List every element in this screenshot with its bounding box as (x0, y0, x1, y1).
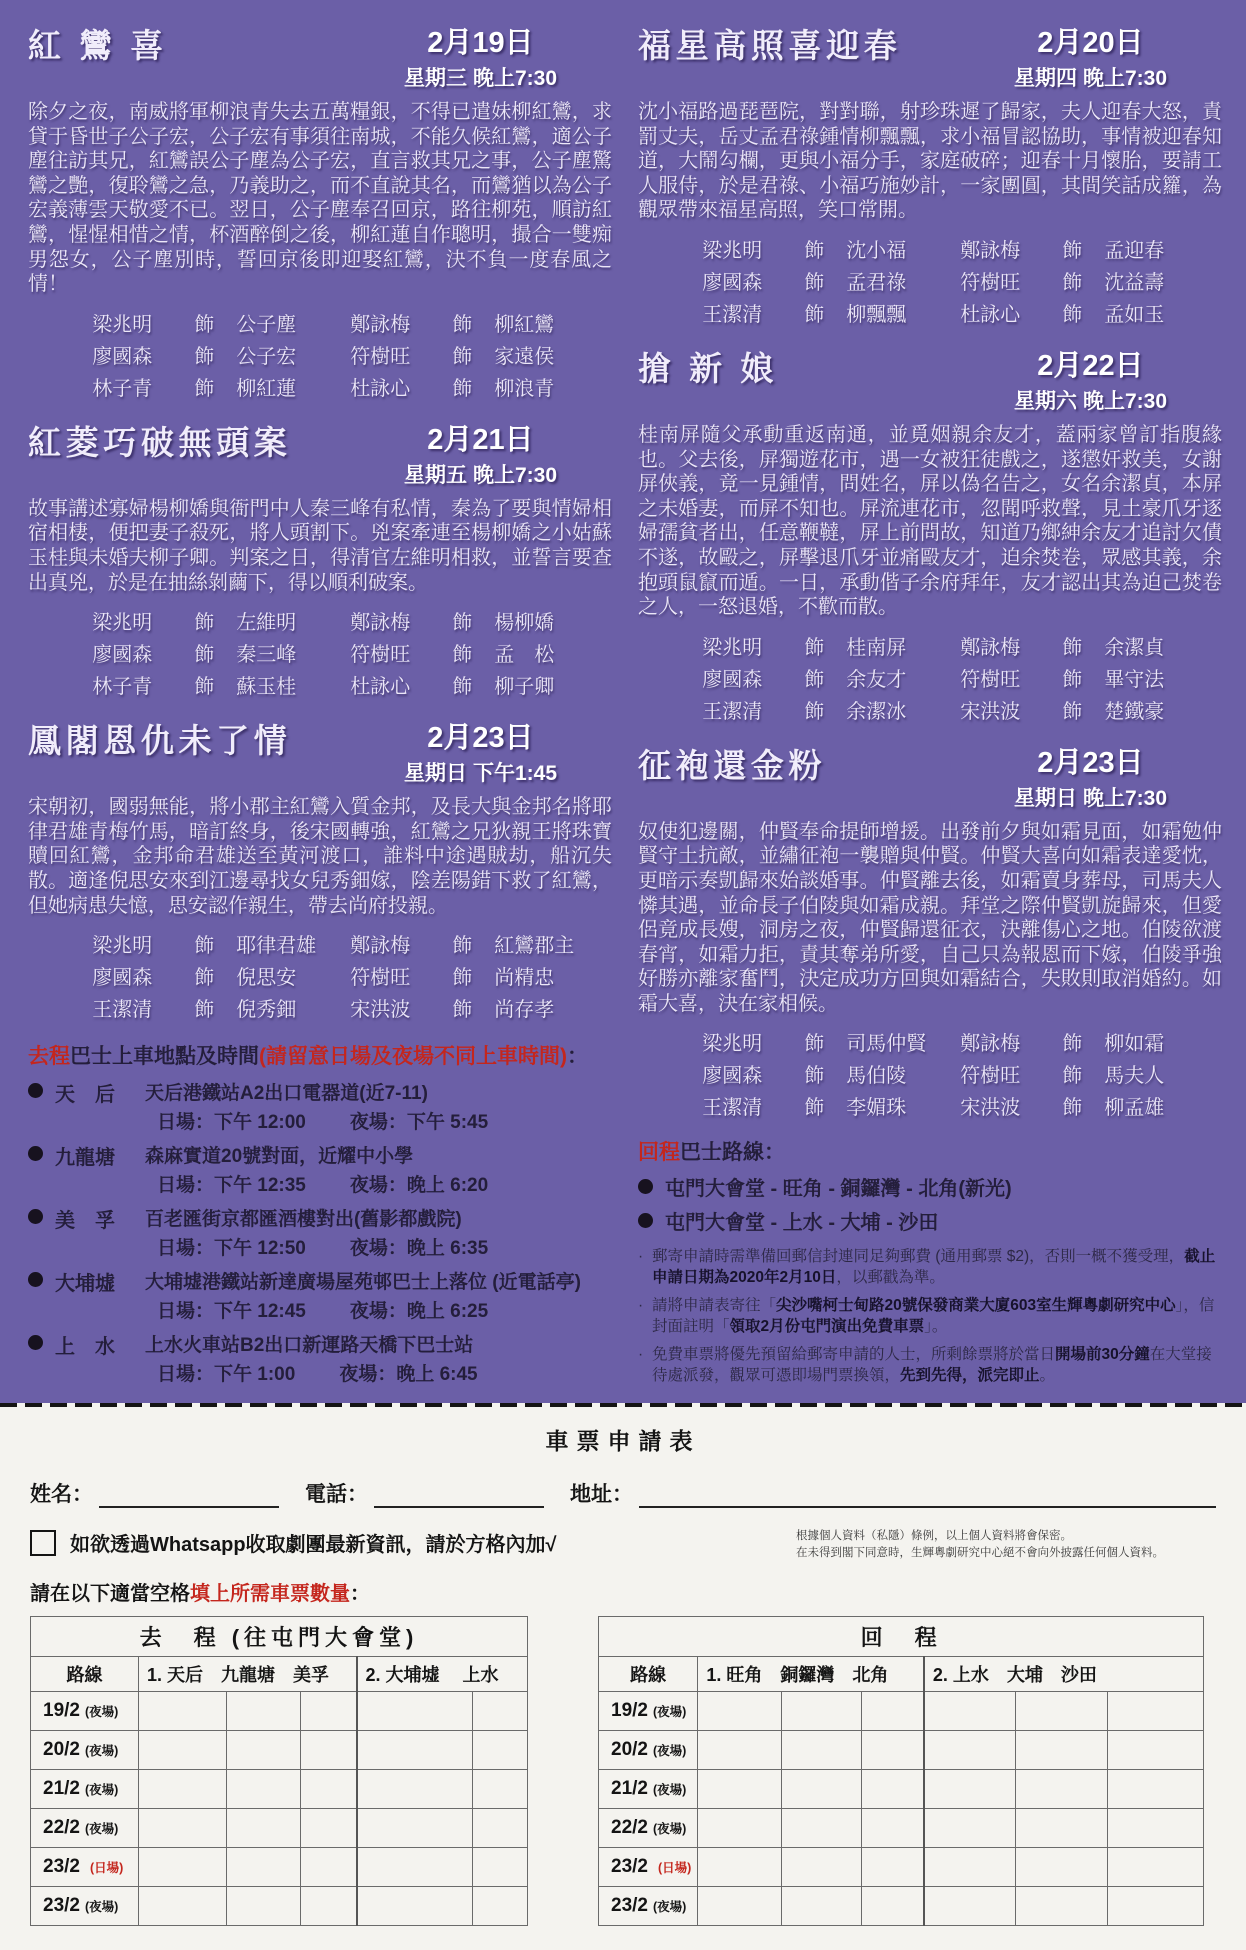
cast-entry: 鄭詠梅 飾 紅鸞郡主 (350, 933, 575, 958)
note-item: · 免費車票將優先預留給郵寄申請的人士，所剩餘票將於當日開場前30分鐘在大堂接待處派發，觀眾可憑即場門票換領，先到先得，派完即止。 (638, 1346, 1212, 1385)
show-synopsis: 奴使犯邊關，仲賢奉命提師增援。出發前夕與如霜見面，如霜勉仲賢守土抗敵，並繡征袍一襲贈與仲賢。仲賢大喜向如霜表達愛忱，更暗示奏凱歸來始談婚事。仲賢離去後，如霜賣身葬母，司馬夫人憐其遇，並命長子伯陵與如霜成親。拜堂之際仲賢凱旋歸來，但愛侶竟成長嫂，洞房之夜，仲賢歸還征衣，決離傷心之地。伯陵欲渡春宵，如霜力拒，責其奪弟所愛，自己只為報恩而下嫁，伯陵爭強好勝亦離家奮鬥，決定成功方回與如霜結合，失敗則取消婚約。如霜大喜，決在家相候。 (638, 818, 1222, 1015)
show-title: 鳳閣恩仇未了情 (28, 721, 292, 761)
table-row (31, 1847, 528, 1886)
bullet-icon (28, 1083, 43, 1098)
date-cell: 23/2 (日場) (599, 1847, 698, 1886)
cast-entry: 宋洪波 飾 柳孟雄 (960, 1095, 1165, 1120)
ticket-qty-cell[interactable] (357, 1730, 473, 1769)
return-route-item (638, 1206, 1222, 1235)
ticket-qty-cell[interactable] (139, 1730, 227, 1769)
ticket-qty-cell[interactable] (301, 1808, 357, 1847)
bus-stop-item (28, 1330, 612, 1390)
table-row (31, 1769, 528, 1808)
ticket-qty-cell[interactable] (227, 1691, 301, 1730)
show-date: 2月23日 星期日 下午1:45 (403, 722, 557, 786)
table-row (599, 1847, 1204, 1886)
ticket-qty-cell[interactable] (227, 1769, 301, 1808)
date-cell: 19/2 (夜場) (599, 1691, 698, 1730)
cast-list (28, 606, 612, 699)
stop-night-time: 夜場：下午 5:45 (349, 1112, 489, 1134)
ticket-qty-cell[interactable] (782, 1730, 862, 1769)
ticket-qty-cell[interactable] (139, 1691, 227, 1730)
route-group-1: 1. 天后 九龍塘 美孚 (139, 1656, 357, 1691)
bullet-icon (28, 1272, 43, 1287)
ticket-qty-cell[interactable] (139, 1808, 227, 1847)
show-date: 2月21日 星期五 晚上7:30 (403, 423, 557, 487)
note-item: · 郵寄申請時需準備回郵信封連同足夠郵費 (通用郵票 $2)，否則一概不獲受理，截止申請日期為2020年2月10日，以郵戳為準。 (638, 1248, 1216, 1287)
date-cell: 22/2 (夜場) (599, 1808, 698, 1847)
show-synopsis: 沈小福路過琵琶院，對對聯，射珍珠遲了歸家，夫人迎春大怒，責罰丈夫，岳丈孟君祿鍾情柳飄飄，求小福冒認協助，事情被迎春知道，大鬧勾欄，更與小福分手，家庭破碎；迎春十月懷胎，要請工人服侍，於是君祿、小福巧施妙計，一家團圓，其間笑話成籮，為觀眾帶來福星高照，笑口常開。 (638, 99, 1222, 222)
ticket-qty-cell[interactable] (782, 1886, 862, 1925)
cast-entry: 符樹旺 飾 畢守法 (960, 666, 1165, 691)
ticket-qty-cell[interactable] (698, 1769, 782, 1808)
ticket-qty-cell[interactable] (924, 1847, 1016, 1886)
ticket-qty-cell[interactable] (301, 1847, 357, 1886)
departure-ticket-table (30, 1616, 528, 1926)
ticket-qty-cell[interactable] (357, 1847, 473, 1886)
show-synopsis: 桂南屏隨父承動重返南通，並覓姻親余友才，蓋兩家曾訂指腹緣也。父去後，屏獨遊花市，遇一女被狂徒戲之，遂懲奸救美，女謝屏俠義，竟一見鍾情，問姓名，屏以偽名告之，女名余潔貞，本屏之未婚妻，而屏不知也。屏流連花市，忽聞呼救聲，見土豪爪牙逐婦孺貧者出，任意鞭韃，屏上前問故，知道乃鄉紳余友才追討欠債不遂，故毆之，屏擊退爪牙並痛毆友才，迫余焚卷，眾感其義，余抱頭鼠竄而遁。一日，承動偕子余府拜年，友才認出其為迫己焚卷之人，一怒退婚，不歡而散。 (638, 421, 1222, 619)
cast-entry: 梁兆明 飾 司馬仲賢 (702, 1031, 927, 1056)
phone-label: 電話： (305, 1483, 368, 1507)
ticket-qty-cell[interactable] (1016, 1847, 1108, 1886)
cast-entry: 鄭詠梅 飾 余潔貞 (960, 634, 1165, 659)
cast-entry: 宋洪波 飾 楚鐵豪 (960, 698, 1165, 723)
ticket-qty-cell[interactable] (301, 1886, 357, 1925)
ticket-qty-cell[interactable] (227, 1847, 301, 1886)
cast-entry: 廖國森 飾 馬伯陵 (702, 1063, 907, 1088)
cast-entry: 杜詠心 飾 柳子卿 (350, 674, 555, 699)
stop-location: 上水火車站B2出口新運路天橋下巴士站 (145, 1335, 474, 1357)
date-cell: 23/2 (夜場) (31, 1886, 139, 1925)
ticket-qty-cell[interactable] (357, 1808, 473, 1847)
cast-entry: 符樹旺 飾 馬夫人 (960, 1063, 1165, 1088)
cast-list (638, 1027, 1222, 1120)
bullet-icon (28, 1209, 43, 1224)
ticket-qty-cell[interactable] (862, 1769, 924, 1808)
table-row (31, 1730, 528, 1769)
bus-stop-item (28, 1204, 612, 1264)
show-synopsis: 除夕之夜，南威將軍柳浪青失去五萬糧銀，不得已遣妹柳紅鸞，求貸于昏世子公子宏，公子宏有事須往南城，不能久候紅鸞，適公子塵往訪其兄，紅鸞誤公子塵為公子宏，直言救其兄之事，公子塵驚鸞之艷，復聆鸞之急，乃義助之，而不直說其名，而鸞猶以為公子宏義薄雲天敬愛不已。翌日，公子塵奉召回京，路往柳苑，順訪紅鸞，惺惺相惜之情，杯酒醉倒之後，柳紅蓮自作聰明，撮合一雙痴男怨女，公子塵別時，誓回京後即迎娶紅鸞，決不負一度春風之情！ (28, 99, 612, 296)
show-block-cheung-san-neung (638, 343, 1222, 724)
ticket-qty-cell[interactable] (473, 1691, 528, 1730)
phone-input[interactable] (374, 1482, 544, 1508)
bullet-icon (638, 1179, 653, 1194)
cast-entry: 杜詠心 飾 柳浪青 (350, 375, 555, 400)
cast-list (28, 929, 612, 1022)
date-cell: 23/2 (日場) (31, 1847, 139, 1886)
ticket-qty-cell[interactable] (862, 1808, 924, 1847)
stop-night-time: 夜場：晚上 6:35 (349, 1238, 489, 1260)
cast-entry: 符樹旺 飾 尚精忠 (350, 965, 555, 990)
stop-day-time: 日場：下午 1:00 (157, 1364, 296, 1386)
show-block-fuk-sing (638, 20, 1222, 327)
cast-entry: 符樹旺 飾 沈益壽 (960, 269, 1165, 294)
ticket-qty-cell[interactable] (473, 1808, 528, 1847)
ticket-qty-cell[interactable] (1016, 1730, 1108, 1769)
return-route-item (638, 1172, 1222, 1201)
stop-location: 森麻實道20號對面，近耀中小學 (145, 1146, 414, 1168)
cast-entry: 王潔清 飾 柳飄飄 (702, 301, 907, 326)
departure-stop-list (28, 1078, 612, 1390)
cast-entry: 梁兆明 飾 耶律君雄 (92, 933, 317, 958)
return-route-list (638, 1172, 1222, 1235)
table-row (599, 1730, 1204, 1769)
ticket-qty-cell[interactable] (227, 1730, 301, 1769)
return-bus-heading: 回程巴士路線： (638, 1141, 785, 1165)
route-group-2: 2. 上水 大埔 沙田 (924, 1656, 1204, 1691)
table-row (31, 1691, 528, 1730)
privacy-note: 根據個人資料（私隱）條例，以上個人資料將會保密。 在未得到閣下同意時，生輝粵劇研究中心絕不會向外披露任何個人資料。 (796, 1530, 1164, 1560)
cast-entry: 梁兆明 飾 沈小福 (702, 237, 907, 262)
cast-list (28, 308, 612, 401)
ticket-qty-cell[interactable] (1108, 1847, 1204, 1886)
cast-entry: 宋洪波 飾 尚存孝 (350, 997, 555, 1022)
ticket-application-form (0, 1411, 1246, 1950)
table-title: 回 程 (599, 1616, 1204, 1656)
ticket-qty-cell[interactable] (139, 1886, 227, 1925)
show-block-hung-luen-hei (28, 20, 612, 401)
ticket-qty-cell[interactable] (782, 1769, 862, 1808)
bullet-icon (638, 1213, 653, 1228)
date-cell: 21/2 (夜場) (599, 1769, 698, 1808)
cast-entry: 廖國森 飾 倪思安 (92, 965, 297, 990)
ticket-qty-cell[interactable] (357, 1769, 473, 1808)
ticket-qty-cell[interactable] (473, 1769, 528, 1808)
stop-day-time: 日場：下午 12:35 (157, 1175, 306, 1197)
application-notes (638, 1247, 1222, 1387)
stop-night-time: 夜場：晚上 6:20 (349, 1175, 489, 1197)
cast-entry: 廖國森 飾 孟君祿 (702, 269, 907, 294)
table-row (599, 1886, 1204, 1925)
ticket-qty-cell[interactable] (862, 1847, 924, 1886)
return-ticket-table (598, 1616, 1204, 1926)
fill-instruction: 請在以下適當空格填上所需車票數量： (30, 1582, 370, 1605)
bullet-icon (28, 1146, 43, 1161)
right-column (638, 20, 1222, 1393)
date-cell: 21/2 (夜場) (31, 1769, 139, 1808)
ticket-qty-cell[interactable] (862, 1886, 924, 1925)
stop-day-time: 日場：下午 12:00 (157, 1112, 306, 1134)
stop-night-time: 夜場：晚上 6:25 (349, 1301, 489, 1323)
ticket-qty-cell[interactable] (782, 1691, 862, 1730)
date-cell: 23/2 (夜場) (599, 1886, 698, 1925)
ticket-qty-cell[interactable] (473, 1730, 528, 1769)
ticket-qty-cell[interactable] (1108, 1886, 1204, 1925)
stop-name: 美 孚 (55, 1210, 115, 1233)
cast-entry: 廖國森 飾 余友才 (702, 666, 907, 691)
table-row (599, 1769, 1204, 1808)
cast-entry: 鄭詠梅 飾 柳紅鸞 (350, 311, 555, 336)
whatsapp-row (30, 1528, 1216, 1563)
bus-stop-item (28, 1267, 612, 1327)
cast-entry: 鄭詠梅 飾 柳如霜 (960, 1031, 1165, 1056)
cast-entry: 杜詠心 飾 孟如玉 (960, 301, 1165, 326)
bus-stop-item (28, 1078, 612, 1138)
ticket-qty-cell[interactable] (1108, 1691, 1204, 1730)
ticket-qty-cell[interactable] (1108, 1730, 1204, 1769)
stop-name: 大埔墟 (55, 1273, 115, 1296)
return-route-text: 屯門大會堂 - 旺角 - 銅鑼灣 - 北角(新光) (665, 1178, 1012, 1201)
ticket-qty-cell[interactable] (1108, 1769, 1204, 1808)
show-date: 2月22日 星期六 晚上7:30 (1013, 349, 1167, 413)
cast-entry: 林子青 飾 柳紅蓮 (92, 375, 297, 400)
route-group-2: 2. 大埔墟 上水 (357, 1656, 528, 1691)
show-date: 2月19日 星期三 晚上7:30 (403, 27, 557, 90)
stop-name: 天 后 (55, 1084, 115, 1107)
stop-location: 百老匯街京都匯酒樓對出(舊影都戲院) (145, 1209, 462, 1231)
ticket-qty-cell[interactable] (473, 1847, 528, 1886)
ticket-qty-cell[interactable] (698, 1886, 782, 1925)
date-cell: 20/2 (夜場) (599, 1730, 698, 1769)
route-header: 路線 (599, 1656, 698, 1691)
form-fields-row (30, 1478, 1216, 1508)
cast-entry: 梁兆明 飾 公子塵 (92, 311, 297, 336)
show-date: 2月20日 星期四 晚上7:30 (1013, 27, 1167, 90)
cast-entry: 梁兆明 飾 左維明 (92, 610, 297, 635)
ticket-qty-cell[interactable] (698, 1808, 782, 1847)
show-title: 征袍還金粉 (638, 745, 827, 785)
show-block-fung-gok (28, 715, 612, 1022)
left-column (28, 20, 612, 1393)
whatsapp-note: 如欲透過Whatsapp收取劇團最新資訊，請於方格內加√ (70, 1534, 557, 1557)
show-block-hung-ling (28, 417, 612, 699)
ticket-qty-cell[interactable] (301, 1769, 357, 1808)
cast-entry: 鄭詠梅 飾 楊柳嬌 (350, 610, 555, 635)
ticket-qty-cell[interactable] (357, 1691, 473, 1730)
date-cell: 19/2 (夜場) (31, 1691, 139, 1730)
ticket-qty-cell[interactable] (227, 1886, 301, 1925)
name-label: 姓名： (30, 1483, 93, 1507)
show-date: 2月23日 星期日 晚上7:30 (1013, 746, 1167, 810)
cut-line (0, 1403, 1246, 1411)
ticket-qty-cell[interactable] (1016, 1691, 1108, 1730)
cast-entry: 王潔清 飾 余潔冰 (702, 698, 907, 723)
ticket-qty-cell[interactable] (924, 1730, 1016, 1769)
date-cell: 20/2 (夜場) (31, 1730, 139, 1769)
ticket-qty-cell[interactable] (301, 1691, 357, 1730)
ticket-qty-cell[interactable] (139, 1769, 227, 1808)
cast-list (638, 631, 1222, 724)
ticket-qty-cell[interactable] (473, 1886, 528, 1925)
bullet-icon (28, 1335, 43, 1350)
ticket-qty-cell[interactable] (1108, 1808, 1204, 1847)
return-route-text: 屯門大會堂 - 上水 - 大埔 - 沙田 (665, 1212, 939, 1235)
ticket-qty-cell[interactable] (1016, 1769, 1108, 1808)
ticket-qty-cell[interactable] (862, 1691, 924, 1730)
table-row (599, 1691, 1204, 1730)
cast-entry: 林子青 飾 蘇玉桂 (92, 674, 297, 699)
show-title: 福星高照喜迎春 (638, 26, 902, 65)
table-row (31, 1886, 528, 1925)
ticket-qty-cell[interactable] (227, 1808, 301, 1847)
table-row (31, 1808, 528, 1847)
table-row (599, 1808, 1204, 1847)
show-synopsis: 故事講述寡婦楊柳嬌與衙門中人秦三峰有私情，秦為了要與情婦相宿相棲，便把妻子殺死，將人頭割下。兇案牽連至楊柳嬌之小姑蘇玉桂與未婚夫柳子卿。判案之日，得清官左維明相救，並誓言要查出真兇，於是在抽絲剝繭下，得以順利破案。 (28, 495, 612, 594)
stop-day-time: 日場：下午 12:45 (157, 1301, 306, 1323)
ticket-qty-cell[interactable] (1016, 1886, 1108, 1925)
cast-entry: 廖國森 飾 秦三峰 (92, 642, 297, 667)
show-block-ching-pou (638, 740, 1222, 1121)
ticket-qty-cell[interactable] (924, 1691, 1016, 1730)
address-label: 地址： (570, 1483, 633, 1507)
ticket-qty-cell[interactable] (924, 1808, 1016, 1847)
stop-day-time: 日場：下午 12:50 (157, 1238, 306, 1260)
ticket-qty-cell[interactable] (782, 1808, 862, 1847)
cast-list (638, 234, 1222, 327)
cast-entry: 王潔清 飾 倪秀鈿 (92, 997, 297, 1022)
stop-name: 九龍塘 (55, 1147, 115, 1170)
stop-name: 上 水 (55, 1336, 115, 1359)
table-title: 去 程 (往屯門大會堂) (31, 1616, 528, 1656)
route-group-1: 1. 旺角 銅鑼灣 北角 (698, 1656, 924, 1691)
name-input[interactable] (99, 1482, 279, 1508)
ticket-qty-cell[interactable] (782, 1847, 862, 1886)
address-input[interactable] (639, 1482, 1216, 1508)
cast-entry: 梁兆明 飾 桂南屏 (702, 634, 907, 659)
ticket-qty-cell[interactable] (698, 1847, 782, 1886)
note-item: · 請將申請表寄往「尖沙嘴柯士甸路20號保發商業大廈603室生輝粵劇研究中心」，信封面註明「領取2月份屯門演出免費車票」。 (638, 1297, 1215, 1336)
ticket-qty-cell[interactable] (924, 1886, 1016, 1925)
stop-location: 天后港鐵站A2出口電器道(近7-11) (145, 1083, 428, 1105)
form-title: 車票申請表 (545, 1428, 701, 1455)
cast-entry: 符樹旺 飾 家遠侯 (350, 343, 555, 368)
ticket-qty-cell[interactable] (862, 1730, 924, 1769)
route-header: 路線 (31, 1656, 139, 1691)
ticket-qty-cell[interactable] (357, 1886, 473, 1925)
show-title: 紅鸞喜 (28, 26, 182, 65)
ticket-qty-cell[interactable] (698, 1691, 782, 1730)
cast-entry: 廖國森 飾 公子宏 (92, 343, 297, 368)
ticket-qty-cell[interactable] (301, 1730, 357, 1769)
show-title: 紅菱巧破無頭案 (28, 422, 292, 462)
date-cell: 22/2 (夜場) (31, 1808, 139, 1847)
bus-stop-item (28, 1141, 612, 1201)
show-title: 搶新娘 (638, 348, 792, 388)
cast-entry: 鄭詠梅 飾 孟迎春 (960, 237, 1165, 262)
cast-entry: 王潔清 飾 李媚珠 (702, 1095, 907, 1120)
whatsapp-checkbox[interactable] (30, 1530, 56, 1556)
stop-location: 大埔墟港鐵站新達廣場屋苑邨巴士上落位 (近電話亭) (145, 1272, 581, 1294)
cast-entry: 符樹旺 飾 孟 松 (350, 642, 555, 667)
show-synopsis: 宋朝初，國弱無能，將小郡主紅鸞入質金邦，及長大與金邦名將耶律君雄青梅竹馬，暗訂終身，後宋國轉強，紅鸞之兄狄親王將珠寶贖回紅鸞，金邦命君雄送至黃河渡口，誰料中途遇賊劫，船沉失散。適逢倪思安來到江邊尋找女兒秀鈿嫁，陰差陽錯下救了紅鸞，但她病患失憶，思安認作親生，帶去尚府投親。 (28, 794, 612, 917)
ticket-qty-cell[interactable] (924, 1769, 1016, 1808)
ticket-qty-cell[interactable] (139, 1847, 227, 1886)
ticket-qty-cell[interactable] (1016, 1808, 1108, 1847)
departure-bus-heading: 去程巴士上車地點及時間(請留意日場及夜場不同上車時間)： (28, 1045, 588, 1069)
stop-night-time: 夜場：晚上 6:45 (339, 1364, 478, 1386)
ticket-qty-cell[interactable] (698, 1730, 782, 1769)
